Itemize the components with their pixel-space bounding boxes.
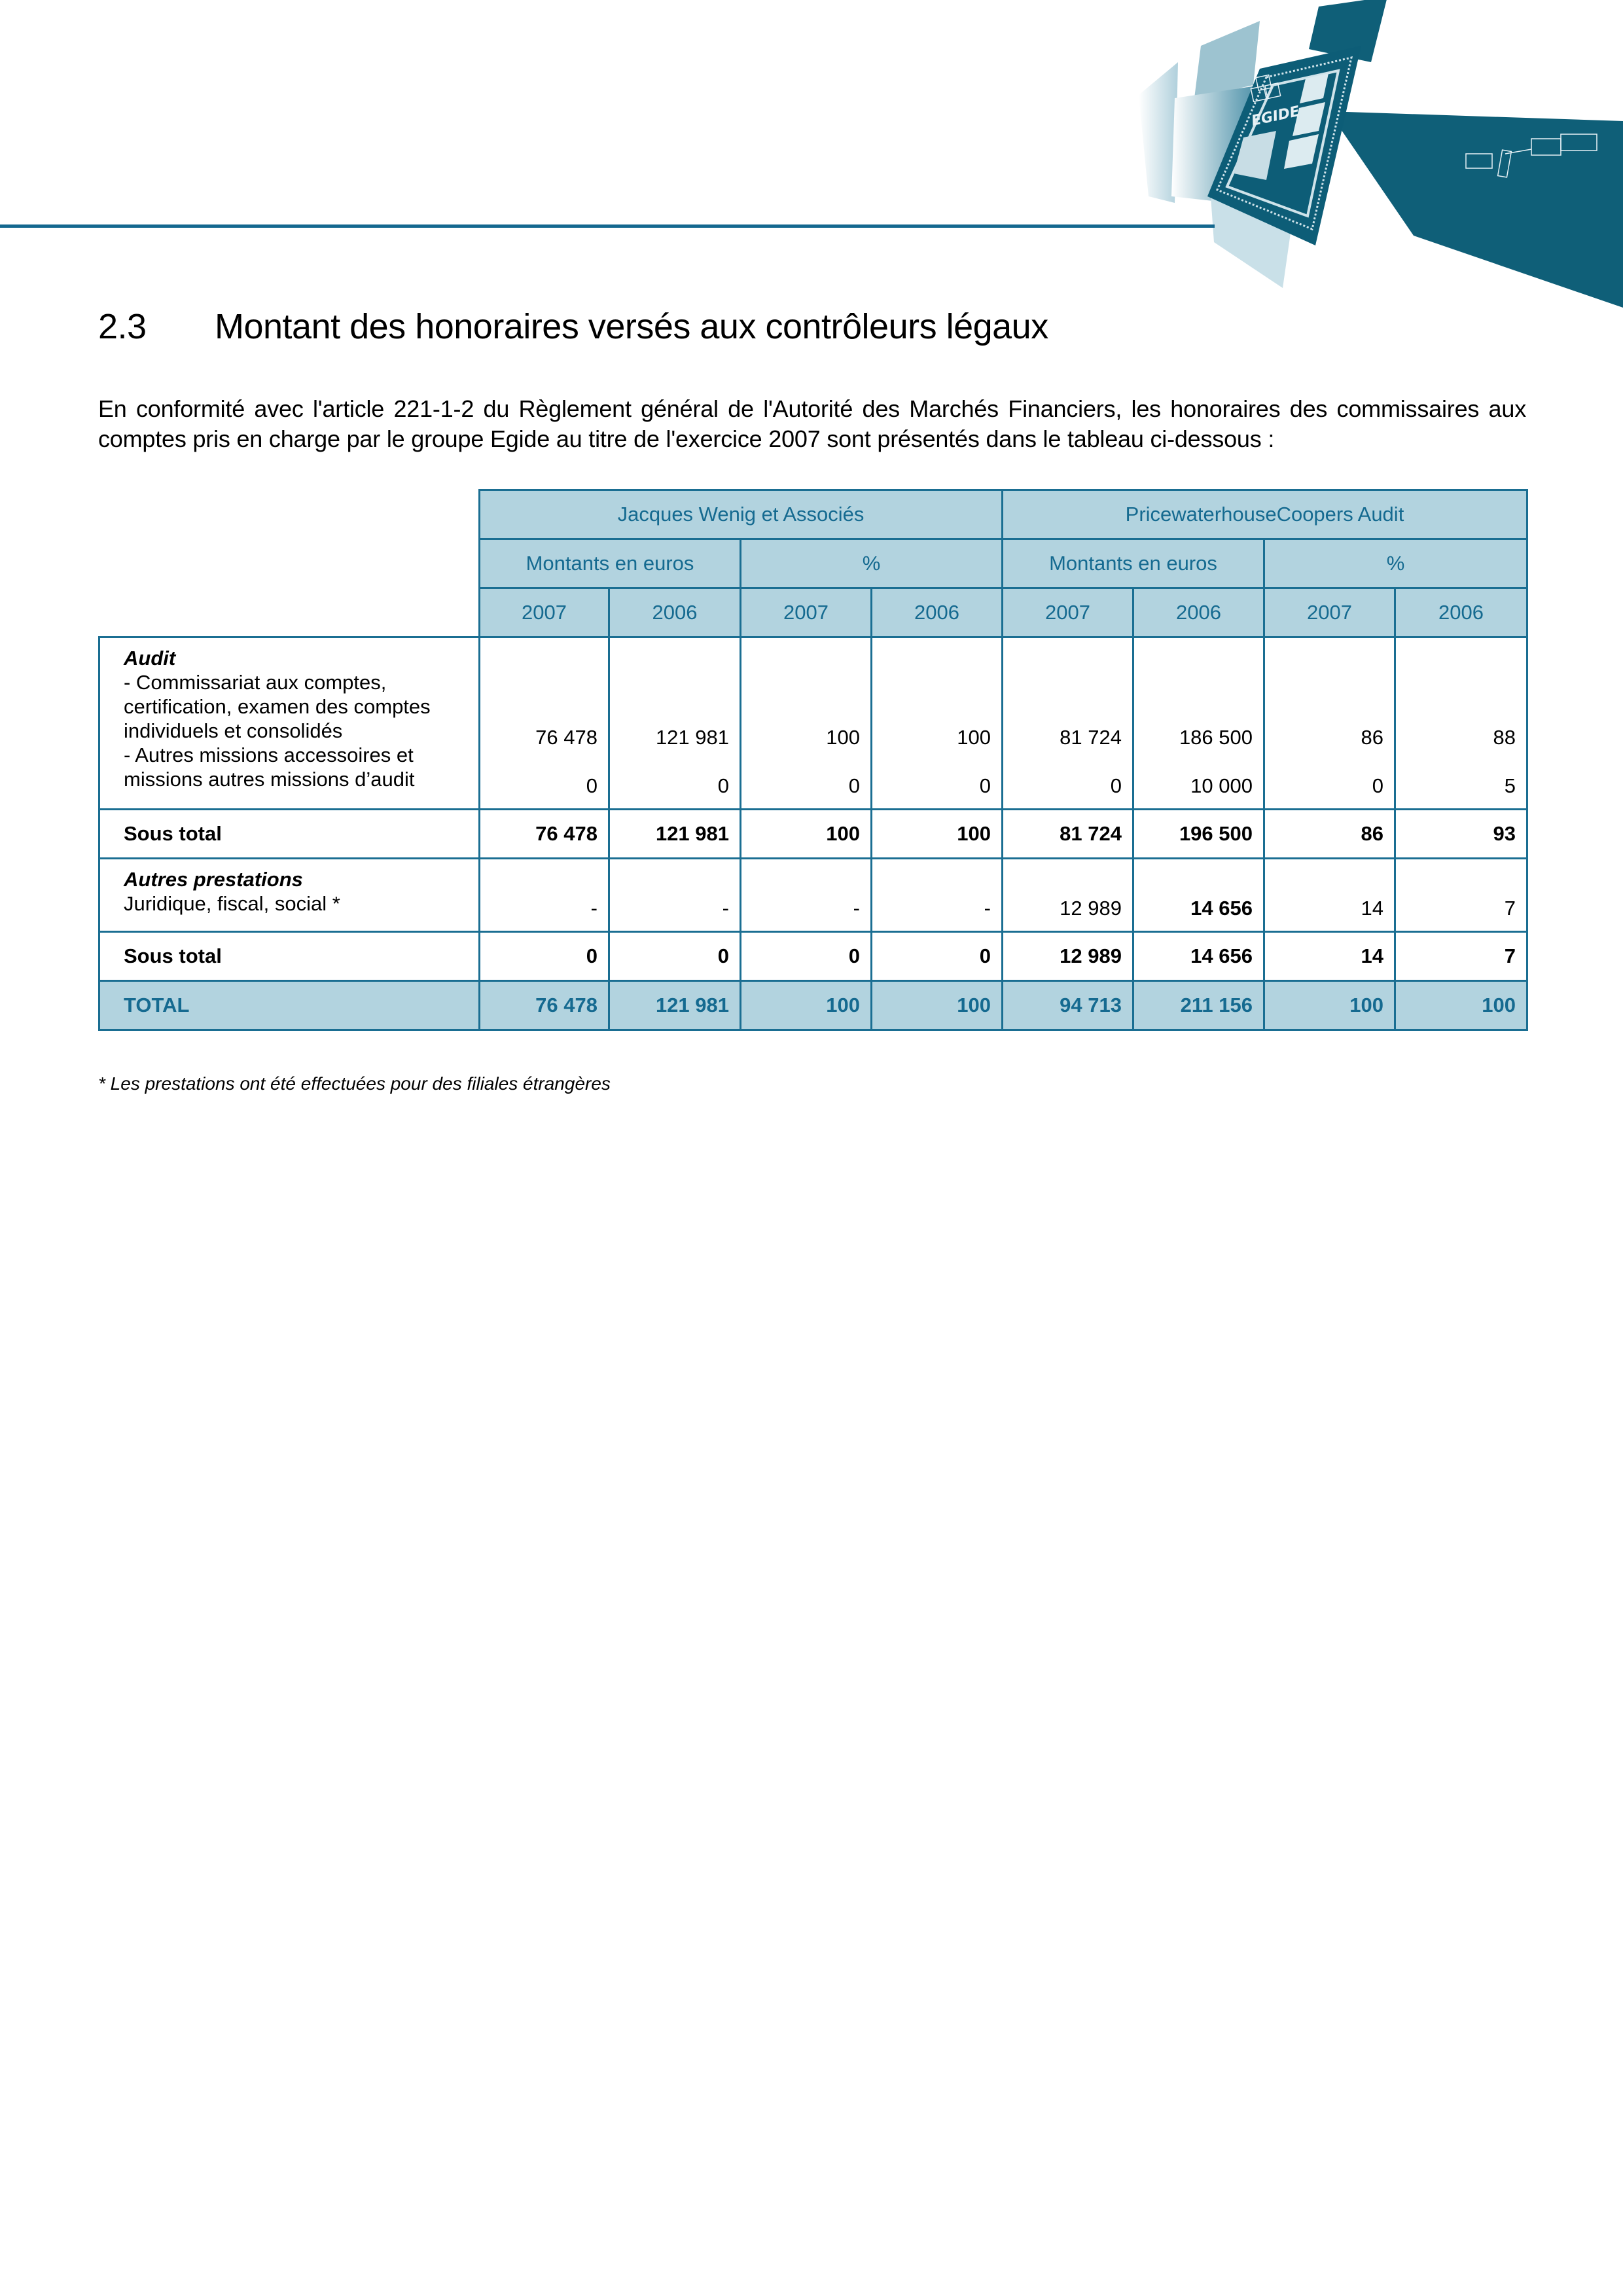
subtotal-label: Sous total [99,932,480,981]
fees-table [98,489,1528,1031]
total-row [99,981,1527,1030]
subtotal-value: 0 [609,932,741,981]
total-value: 100 [872,981,1003,1030]
total-value: 211 156 [1133,981,1264,1030]
firm-header-row [99,490,1527,539]
year-header-row [99,588,1527,637]
audit-line2-value: 0 [586,774,597,797]
subtotal-value: 14 [1264,932,1395,981]
intro-paragraph: En conformité avec l'article 221-1-2 du Règlement général de l'Autorité des Marchés Financiers, les honoraires des commissaires aux comptes pris en charge par le groupe Egide au titre de l'exercice 2007 sont présentés dans le tableau ci-dessous : [98,395,1526,452]
photo-panel-ship [1194,21,1260,98]
year-header: 2006 [609,588,741,637]
chip-logo-text: EGIDE [1250,103,1302,130]
header-rule [0,224,1215,228]
audit-line1-value: 186 500 [1179,726,1253,749]
subtotal-value: 0 [741,932,872,981]
subtotal-value: 14 656 [1133,932,1264,981]
autres-value: - [741,859,872,932]
subtotal-value: 100 [741,810,872,859]
subtotal-value: 100 [872,810,1003,859]
total-value: 100 [741,981,872,1030]
subtotal-value: 0 [872,932,1003,981]
total-label: TOTAL [99,981,480,1030]
audit-line2-value: 0 [717,774,729,797]
autres-value: 12 989 [1003,859,1133,932]
autres-value: - [480,859,609,932]
audit-line1-value: 76 478 [535,726,597,749]
total-value: 100 [1395,981,1527,1030]
audit-line1-value: 100 [826,726,860,749]
audit-values-cell [1133,637,1264,810]
audit-line2-value: 5 [1504,774,1516,797]
audit-line1-value: 100 [957,726,991,749]
subtotal-label: Sous total [99,810,480,859]
section-title: Montant des honoraires versés aux contrôleurs légaux [215,307,1048,346]
year-header: 2007 [1003,588,1133,637]
audit-line1-value: 121 981 [655,726,729,749]
subtotal-audit-row [99,810,1527,859]
autres-title: Autres prestations [124,868,303,891]
audit-line2-value: 10 000 [1190,774,1253,797]
photo-panel-satellite [1329,111,1623,308]
autres-prestations-row [99,859,1527,932]
section-heading [98,306,1048,347]
audit-line2-value: 0 [1372,774,1383,797]
subtotal-value: 7 [1395,932,1527,981]
subtotal-value: 121 981 [609,810,741,859]
firm-header-pwc: PricewaterhouseCoopers Audit [1003,490,1527,539]
subtotal-value: 12 989 [1003,932,1133,981]
empty-corner [99,490,480,539]
subtotal-value: 196 500 [1133,810,1264,859]
subheader-percent: % [741,539,1003,588]
subheader-row [99,539,1527,588]
year-header: 2007 [1264,588,1395,637]
audit-line2-value: 0 [979,774,991,797]
total-value: 94 713 [1003,981,1133,1030]
year-header: 2006 [872,588,1003,637]
autres-value: 7 [1395,859,1527,932]
audit-label-cell [99,637,480,810]
empty-corner [99,588,480,637]
year-header: 2007 [741,588,872,637]
subheader-amounts: Montants en euros [1003,539,1264,588]
total-value: 100 [1264,981,1395,1030]
audit-values-cell [872,637,1003,810]
audit-row [99,637,1527,810]
subheader-percent: % [1264,539,1527,588]
audit-values-cell [741,637,872,810]
year-header: 2006 [1133,588,1264,637]
egide-banner-illustration [1113,0,1623,314]
autres-value: 14 656 [1133,859,1264,932]
audit-line1-label: - Commissariat aux comptes, certification, examen des comptes individuels et consolidés [124,671,431,742]
empty-corner [99,539,480,588]
total-value: 121 981 [609,981,741,1030]
autres-label-cell [99,859,480,932]
audit-values-cell [480,637,609,810]
subheader-amounts: Montants en euros [480,539,741,588]
audit-line2-value: 0 [848,774,860,797]
autres-value: - [609,859,741,932]
audit-values-cell [1395,637,1527,810]
audit-line1-value: 86 [1361,726,1383,749]
subtotal-autres-row [99,932,1527,981]
subtotal-value: 86 [1264,810,1395,859]
autres-line-label: Juridique, fiscal, social * [124,892,340,915]
subtotal-value: 76 478 [480,810,609,859]
section-number: 2.3 [98,307,147,346]
year-header: 2007 [480,588,609,637]
audit-values-cell [1264,637,1395,810]
audit-line1-value: 88 [1493,726,1516,749]
audit-values-cell [609,637,741,810]
audit-values-cell [1003,637,1133,810]
footnote: * Les prestations ont été effectuées pour des filiales étrangères [98,1073,611,1094]
audit-title: Audit [124,647,176,670]
subtotal-value: 0 [480,932,609,981]
audit-line1-value: 81 724 [1060,726,1122,749]
subtotal-value: 93 [1395,810,1527,859]
year-header: 2006 [1395,588,1527,637]
autres-value: 14 [1264,859,1395,932]
total-value: 76 478 [480,981,609,1030]
subtotal-value: 81 724 [1003,810,1133,859]
firm-header-jwa: Jacques Wenig et Associés [480,490,1003,539]
audit-line2-label: - Autres missions accessoires et missions autres missions d’audit [124,744,415,791]
audit-line2-value: 0 [1110,774,1122,797]
autres-value: - [872,859,1003,932]
